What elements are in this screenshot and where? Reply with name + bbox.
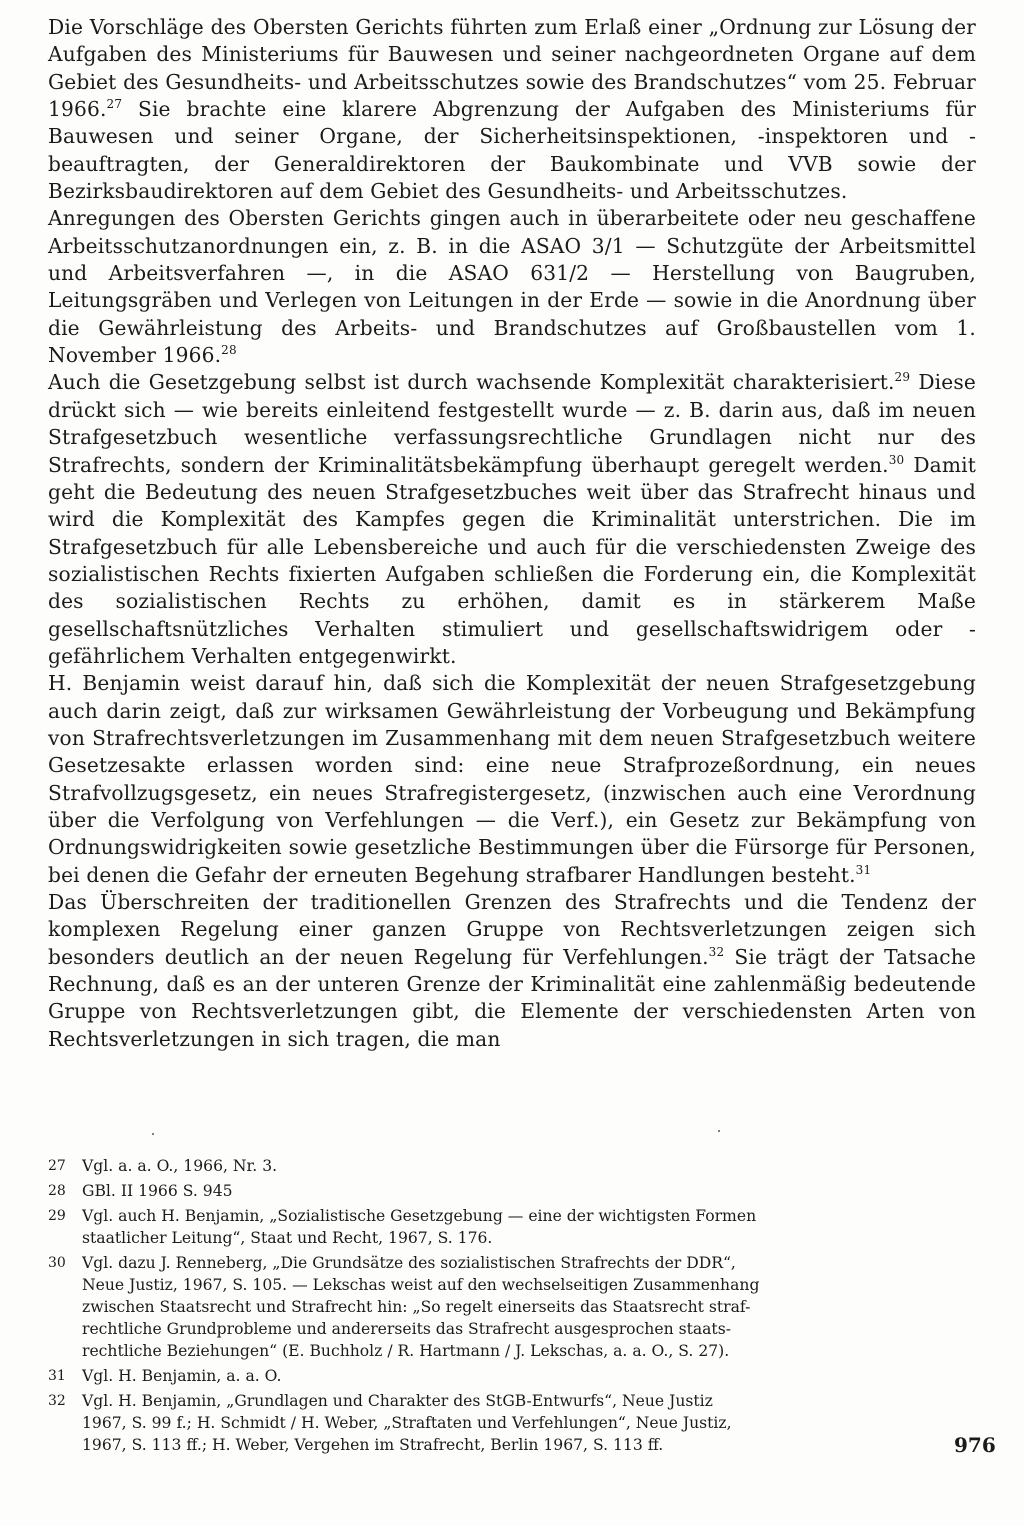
paragraph-text: Anregungen des Obersten Gerichts gingen auch in überarbeitete oder neu geschaffene Arbeitsschutzanordnungen ein, z. B. in die ASAO 3/1 — Schutzgüte der Arbeitsmittel und Arbeitsverfahren —, in die ASAO 631/2 — Herstellung von Baugruben, Leitungsgräben und Verlegen von Leitungen in der Erde — sowie in die Anordnung über die Gewährleistung des Arbeits- und Brandschutzes auf Großbaustellen vom 1. November 1966. bbox=[48, 206, 976, 368]
footnote-number: 28 bbox=[48, 1183, 66, 1199]
footnote bbox=[48, 1252, 976, 1362]
paragraph bbox=[48, 670, 976, 889]
paragraph bbox=[48, 205, 976, 369]
paragraph-text: Sie trägt der Tatsache Rechnung, daß es an der unteren Grenze der Kriminalität eine zahlenmäßig bedeutende Gruppe von Rechtsverletzungen gibt, die Elemente der verschiedensten Arten von Rechtsverletzungen in sich tragen, die man bbox=[48, 944, 976, 1051]
footnote-text: rechtliche Beziehungen“ (E. Buchholz / R. Hartmann / J. Lekschas, a. a. O., S. 27). bbox=[82, 1342, 730, 1360]
paragraph-text: Das Überschreiten der traditionellen Grenzen des Strafrechts und die Tendenz der komplexen Regelung einer ganzen Gruppe von Rechtsverletzungen zeigen sich besonders deutlich an der neuen Regelung für Verfehlungen. bbox=[48, 890, 976, 969]
footnote-number: 27 bbox=[48, 1158, 66, 1174]
footnote-reference: 29 bbox=[894, 370, 911, 385]
scan-speck bbox=[152, 1133, 154, 1135]
main-text bbox=[48, 14, 976, 1053]
footnote-text: 1967, S. 113 ff.; H. Weber, Vergehen im Strafrecht, Berlin 1967, S. 113 ff. bbox=[82, 1436, 664, 1454]
footnote-reference: 30 bbox=[888, 452, 905, 467]
footnote-text: GBl. II 1966 S. 945 bbox=[82, 1182, 233, 1200]
paragraph-text: Die Vorschläge des Obersten Gerichts führten zum Erlaß einer „Ordnung zur Lösung der Aufgaben des Ministeriums für Bauwesen und seiner nachgeordneten Organe auf dem Gebiet des Gesundheits- und Arbeitsschutzes sowie des Brandschutzes“ vom 25. Februar 1966. bbox=[48, 15, 976, 122]
footnote bbox=[48, 1155, 976, 1177]
paragraph-text: H. Benjamin weist darauf hin, daß sich die Komplexität der neuen Strafgesetzgebung auch darin zeigt, daß zur wirksamen Gewährleistung der Vorbeugung und Bekämpfung von Strafrechtsverletzungen im Zusammenhang mit dem neuen Strafgesetzbuch weitere Gesetzesakte erlassen worden sind: eine neue Strafprozeßordnung, ein neues Strafvollzugsgesetz, ein neues Strafregistergesetz, (inzwischen auch eine Verordnung über die Verfolgung von Verfehlungen — die Verf.), ein Gesetz zur Bekämpfung von Ordnungswidrigkeiten sowie gesetzliche Bestimmungen über die Fürsorge für Personen, bei denen die Gefahr der erneuten Begehung strafbarer Handlungen besteht. bbox=[48, 671, 976, 887]
paragraph bbox=[48, 889, 976, 1053]
footnote bbox=[48, 1180, 976, 1202]
footnote-text: Vgl. dazu J. Renneberg, „Die Grundsätze des sozialistischen Strafrechts der DDR“, bbox=[82, 1254, 736, 1272]
scan-speck bbox=[718, 1130, 720, 1132]
footnote bbox=[48, 1205, 976, 1249]
paragraph bbox=[48, 369, 976, 670]
footnote-reference: 31 bbox=[855, 862, 872, 877]
footnote bbox=[48, 1390, 976, 1456]
paragraph bbox=[48, 14, 976, 205]
footnote-text: Neue Justiz, 1967, S. 105. — Lekschas weist auf den wechselseitigen Zusammenhang bbox=[82, 1276, 760, 1294]
paragraph-text: Damit geht die Bedeutung des neuen Strafgesetzbuches weit über das Strafrecht hinaus und wird die Komplexität des Kampfes gegen die Kriminalität unterstrichen. Die im Strafgesetzbuch für alle Lebensbereiche und auch für die verschiedensten Zweige des sozialistischen Rechts fixierten Aufgaben schließen die Forderung ein, die Komplexität des sozialistischen Rechts zu erhöhen, damit es in stärkerem Maße gesellschaftsnützliches Verhalten stimuliert und gesellschaftswidrigem oder -gefährlichem Verhalten entgegenwirkt. bbox=[48, 452, 977, 668]
footnote-number: 29 bbox=[48, 1208, 66, 1224]
footnote-number: 32 bbox=[48, 1393, 66, 1409]
footnote-reference: 27 bbox=[106, 97, 123, 112]
footnote-text: Vgl. H. Benjamin, a. a. O. bbox=[82, 1367, 282, 1385]
paragraph-text: Sie brachte eine klarere Abgrenzung der Aufgaben des Ministeriums für Bauwesen und seiner Organe, der Sicherheitsinspektionen, -inspektoren und -beauftragten, der Generaldirektoren der Baukombinate und VVB sowie der Bezirksbaudirektoren auf dem Gebiet des Gesundheits- und Arbeitsschutzes. bbox=[48, 97, 976, 204]
page-number: 976 bbox=[954, 1433, 996, 1457]
paragraph-text: Auch die Gesetzgebung selbst ist durch wachsende Komplexität charakterisiert. bbox=[48, 370, 895, 395]
footnote bbox=[48, 1365, 976, 1387]
footnote-number: 31 bbox=[48, 1368, 66, 1384]
footnote-text: Vgl. a. a. O., 1966, Nr. 3. bbox=[82, 1157, 278, 1175]
footnotes bbox=[48, 1155, 976, 1459]
footnote-text: staatlicher Leitung“, Staat und Recht, 1967, S. 176. bbox=[82, 1229, 493, 1247]
footnote-text: Vgl. auch H. Benjamin, „Sozialistische Gesetzgebung — eine der wichtigsten Formen bbox=[82, 1207, 757, 1225]
footnote-text: zwischen Staatsrecht und Strafrecht hin: „So regelt einerseits das Staatsrecht straf- bbox=[82, 1298, 751, 1316]
footnote-text: rechtliche Grundprobleme und andererseits das Strafrecht ausgesprochen staats- bbox=[82, 1320, 731, 1338]
footnote-text: Vgl. H. Benjamin, „Grundlagen und Charakter des StGB-Entwurfs“, Neue Justiz bbox=[82, 1392, 713, 1410]
footnote-text: 1967, S. 99 f.; H. Schmidt / H. Weber, „Straftaten und Verfehlungen“, Neue Justiz, bbox=[82, 1414, 732, 1432]
footnote-reference: 32 bbox=[708, 944, 725, 959]
footnote-reference: 28 bbox=[221, 343, 237, 358]
paragraph-text: Diese drückt sich — wie bereits einleitend festgestellt wurde — z. B. darin aus, daß im neuen Strafgesetzbuch wesentliche verfassungsrechtliche Grundlagen nicht nur des Strafrechts, sondern der Kriminalitätsbekämpfung überhaupt geregelt werden. bbox=[48, 370, 976, 477]
footnote-number: 30 bbox=[48, 1255, 66, 1271]
